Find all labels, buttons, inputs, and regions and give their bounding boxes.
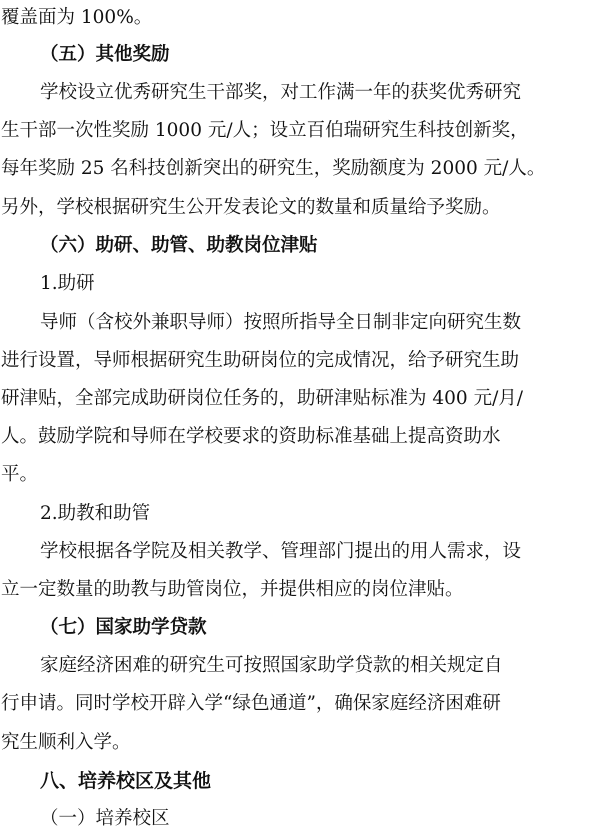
paragraph-line: 究生顺利入学。 <box>1 732 131 753</box>
paragraph-line: 学校设立优秀研究生干部奖，对工作满一年的获奖优秀研究 <box>40 82 522 103</box>
chapter-heading-8: 八、培养校区及其他 <box>40 770 212 792</box>
paragraph-line: 导师（含校外兼职导师）按照所指导全日制非定向研究生数 <box>40 312 522 333</box>
subheading-2: 2.助教和助管 <box>40 503 151 524</box>
section-heading-7: （七）国家助学贷款 <box>40 617 207 638</box>
paragraph-line: 学校根据各学院及相关教学、管理部门提出的用人需求，设 <box>40 541 522 562</box>
paragraph-line: 行申请。同时学校开辟入学“绿色通道”，确保家庭经济困难研 <box>1 693 501 714</box>
section-heading-5: （五）其他奖励 <box>40 44 170 65</box>
paragraph-line: 立一定数量的助教与助管岗位，并提供相应的岗位津贴。 <box>1 579 464 600</box>
paragraph-line: 进行设置，导师根据研究生助研岗位的完成情况，给予研究生助 <box>1 350 520 371</box>
paragraph-line: 平。 <box>1 464 39 485</box>
paragraph-line: 另外，学校根据研究生公开发表论文的数量和质量给予奖励。 <box>1 197 501 218</box>
paragraph-line: 研津贴，全部完成助研岗位任务的，助研津贴标准为 400 元/月/ <box>1 388 524 409</box>
paragraph-line: 每年奖励 25 名科技创新突出的研究生，奖励额度为 2000 元/人。 <box>1 158 546 179</box>
paragraph-line: 人。鼓励学院和导师在学校要求的资助标准基础上提高资助水 <box>1 426 501 447</box>
paragraph-line: 生干部一次性奖励 1000 元/人；设立百伯瑞研究生科技创新奖， <box>1 120 529 141</box>
subheading-1: 1.助研 <box>40 273 95 294</box>
section-heading-6: （六）助研、助管、助教岗位津贴 <box>40 235 318 256</box>
section-heading-1: （一）培养校区 <box>40 808 170 829</box>
paragraph-line: 家庭经济困难的研究生可按照国家助学贷款的相关规定自 <box>40 655 503 676</box>
paragraph-line: 覆盖面为 100%。 <box>1 7 153 28</box>
